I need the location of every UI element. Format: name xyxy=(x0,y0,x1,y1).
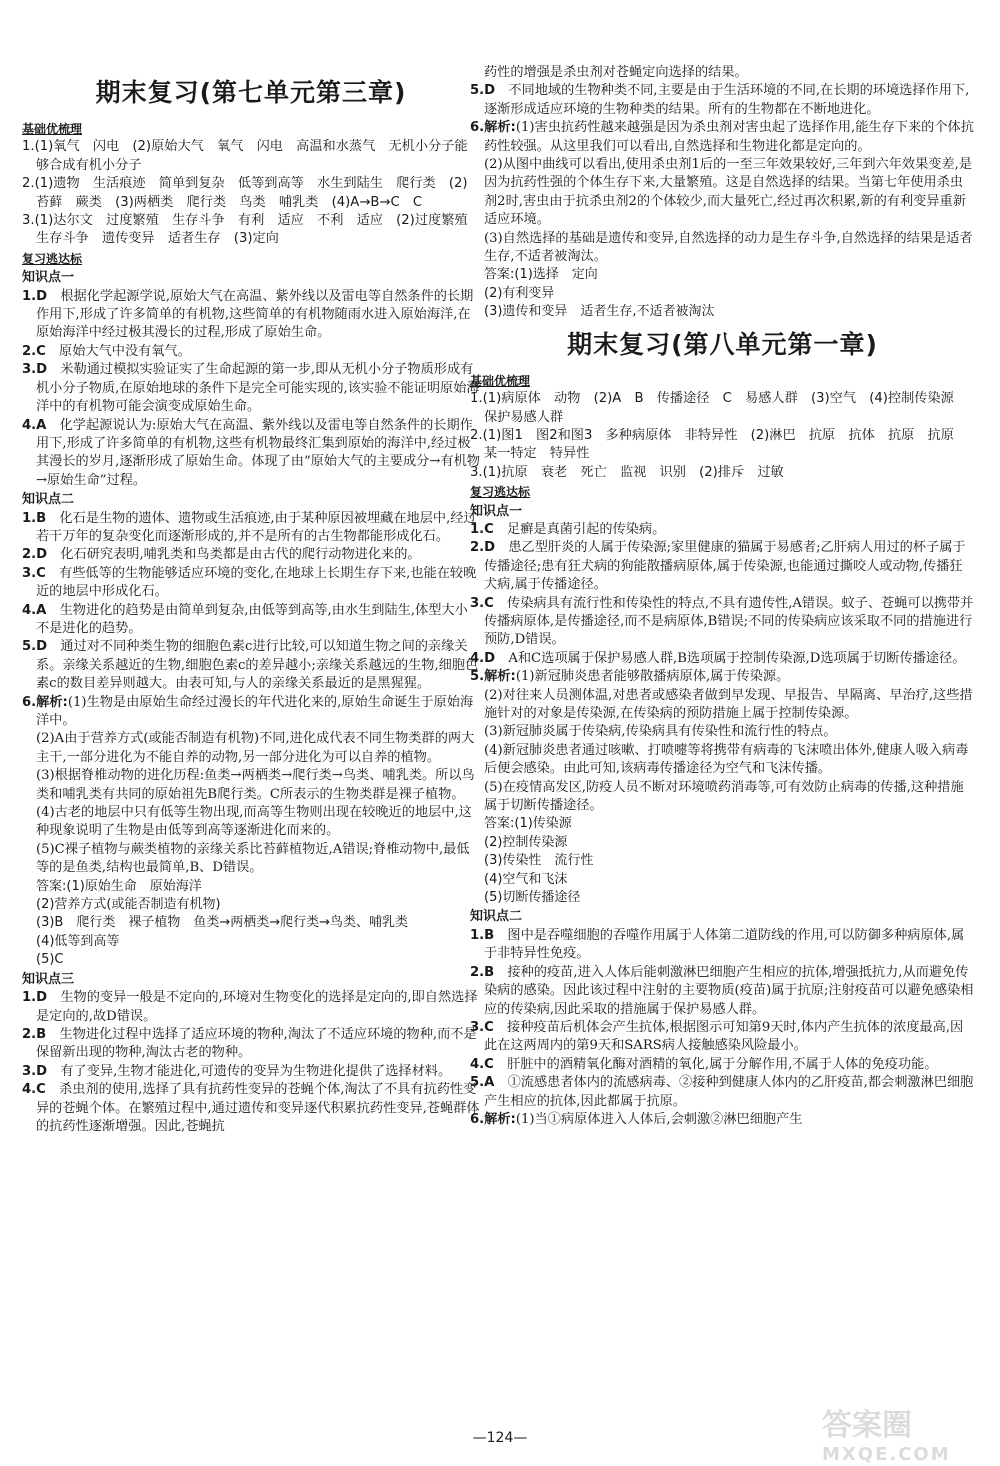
basic-item: 2.(1)图1 图2和图3 多种病原体 非特异性 (2)淋巴 抗原 抗体 抗原 抗原 某一特定 特异性 xyxy=(470,427,968,462)
analysis-part: (5)在疫情高发区,防疫人员不断对环境喷药消毒等,可有效防止病毒的传播,这种措施属于切断传播途径。 xyxy=(484,779,964,814)
answer-item: 5.D 通过对不同种类生物的细胞色素c进行比较,可以知道生物之间的亲缘关系。亲缘关系越近的生物,细胞色素c的差异越小;亲缘关系越远的生物,细胞色素c的数目差异则越大。由表可知,与人的亲缘关系最近的是黑猩猩。 xyxy=(22,639,479,692)
analysis-part: (2)从图中曲线可以看出,使用杀虫剂1后的一至三年效果较好,三年到六年效果变差,是因为抗药性强的个体生存下来,大量繁殖。这是自然选择的结果。当第七年使用杀虫剂2时,害虫由于抗杀虫剂2的个体较少,而大量死亡,经过再次积累,新的有利变异重新适应环境。 xyxy=(484,157,973,228)
knowledge-point-heading: 知识点一 xyxy=(470,503,523,519)
answer-item: 3.C 有些低等的生物能够适应环境的变化,在地球上长期生存下来,也能在较晚近的地层中形成化石。 xyxy=(22,565,477,600)
knowledge-point-heading: 知识点二 xyxy=(22,492,75,508)
answer-part: (2)控制传染源 xyxy=(484,834,568,850)
answer-part: (5)切断传播途径 xyxy=(484,890,581,906)
right-column xyxy=(470,64,975,1129)
basic-item: 3.(1)抗原 衰老 死亡 监视 识别 (2)排斥 过敏 xyxy=(470,464,784,480)
section-title-unit8-ch1: 期末复习(第八单元第一章) xyxy=(567,329,878,359)
page-number: —124— xyxy=(472,1430,528,1446)
analysis-part: (3)根据脊椎动物的进化历程:鱼类→两栖类→爬行类→鸟类、哺乳类。所以鸟类和哺乳类有共同的原始祖先B爬行类。C所表示的生物类群是裸子植物。 xyxy=(36,768,475,802)
answer-item: 1.D 根据化学起源学说,原始大气在高温、紫外线以及雷电等自然条件的长期作用下,形成了许多简单的有机物,这些简单的有机物随雨水进入原始海洋,在原始海洋中经过极其漫长的过程,形成了原始生命。 xyxy=(22,288,474,341)
answer-line: 答案:(1)传染源 xyxy=(484,816,572,832)
answer-item: 3.C 接种疫苗后机体会产生抗体,根据图示可知第9天时,体内产生抗体的浓度最高,因此在这两周内的第9天和SARS病人接触感染风险最小。 xyxy=(470,1019,964,1054)
answer-item: 5.D 不同地域的生物种类不同,主要是由于生活环境的不同,在长期的环境选择作用下,逐渐形成适应环境的生物种类的结果。所有的生物都在不断地进化。 xyxy=(470,83,970,117)
answer-part: (2)有利变异 xyxy=(484,285,555,301)
answer-item: 6.解析:(1)害虫抗药性越来越强是因为杀虫剂对害虫起了选择作用,能生存下来的个体抗药性较强。从这里我们可以看出,自然选择和生物进化都是定向的。 xyxy=(470,120,974,154)
answer-part: (3)传染性 流行性 xyxy=(484,853,594,869)
knowledge-point-heading: 知识点二 xyxy=(470,909,523,925)
answer-item: 2.D 化石研究表明,哺乳类和鸟类都是由古代的爬行动物进化来的。 xyxy=(22,547,421,563)
answer-line: 答案:(1)原始生命 原始海洋 xyxy=(36,878,202,894)
answer-item: 6.解析:(1)生物是由原始生命经过漫长的年代进化来的,原始生命诞生于原始海洋中。 xyxy=(22,694,474,728)
answer-item: 2.B 接种的疫苗,进入人体后能刺激淋巴细胞产生相应的抗体,增强抵抗力,从而避免传染病的感染。因此该过程中注射的主要物质(疫苗)属于抗原;注射疫苗可以避免感染相应的传染病,因此采取的措施属于保护易感人群。 xyxy=(470,964,974,1017)
basic-heading: 基础优梳理 xyxy=(470,373,531,388)
watermark-logo xyxy=(822,1400,992,1465)
continued-text: 药性的增强是杀虫剂对苍蝇定向选择的结果。 xyxy=(484,65,748,80)
answer-item: 3.C 传染病具有流行性和传染性的特点,不具有遗传性,A错误。蚊子、苍蝇可以携带并传播病原体,是传播途径,而不是病原体,B错误;不同的传染病应该采取不同的措施进行预防,D错误。 xyxy=(470,595,974,648)
watermark-domain: MXQE.COM xyxy=(822,1444,951,1465)
answer-item: 1.C 足癣是真菌引起的传染病。 xyxy=(470,521,666,537)
analysis-part: (2)对往来人员测体温,对患者或感染者做到早发现、早报告、早隔离、早治疗,这些措施针对的对象是传染源,在传染病的预防措施上属于控制传染源。 xyxy=(484,687,973,721)
analysis-part: (3)自然选择的基础是遗传和变异,自然选择的动力是生存斗争,自然选择的结果是适者生存,不适者被淘汰。 xyxy=(484,230,973,265)
answer-item: 6.解析:(1)当①病原体进入人体后,会刺激②淋巴细胞产生 xyxy=(470,1111,803,1127)
left-column xyxy=(22,70,480,1136)
answer-item: 4.C 杀虫剂的使用,选择了具有抗药性变异的苍蝇个体,淘汰了不具有抗药性变异的苍蝇个体。在繁殖过程中,通过遗传和变异逐代积累抗药性变异,苍蝇群体的抗药性逐渐增强。因此,苍蝇抗 xyxy=(22,1082,480,1134)
answer-item: 5.A ①流感患者体内的流感病毒、②接种到健康人体内的乙肝疫苗,都会刺激淋巴细胞产生相应的抗体,因此都属于抗原。 xyxy=(470,1075,974,1109)
analysis-part: (5)C裸子植物与蕨类植物的亲缘关系比苔藓植物近,A错误;脊椎动物中,最低等的是鱼类,结构也最简单,B、D错误。 xyxy=(36,841,470,876)
analysis-part: (4)新冠肺炎患者通过咳嗽、打喷嚏等将携带有病毒的飞沫喷出体外,健康人吸入病毒后便会感染。由此可知,该病毒传播途径为空气和飞沫传播。 xyxy=(484,742,969,777)
answer-item: 3.D 米勒通过模拟实验证实了生命起源的第一步,即从无机小分子物质形成有机小分子物质,在原始地球的条件下是完全可能实现的,该实验不能证明原始海洋中的有机物可能会演变成原始生命。 xyxy=(22,362,480,415)
answer-item: 2.D 患乙型肝炎的人属于传染源;家里健康的猫属于易感者;乙肝病人用过的杯子属于传播途径;患有狂犬病的狗能散播病原体,属于传染源,也能通过撕咬人或动物,传播狂犬病,属于传播途径。 xyxy=(470,540,966,593)
knowledge-point-heading: 知识点一 xyxy=(22,270,75,286)
answer-part: (4)空气和飞沫 xyxy=(484,871,568,887)
answer-part: (4)低等到高等 xyxy=(36,933,120,949)
answer-part: (5)C xyxy=(36,952,64,968)
basic-item: 2.(1)遗物 生活痕迹 简单到复杂 低等到高等 水生到陆生 爬行类 (2)苔藓 蕨类 (3)两栖类 爬行类 鸟类 哺乳类 (4)A→B→C C xyxy=(22,176,468,210)
answer-item: 2.B 生物进化过程中选择了适应环境的物种,淘汰了不适应环境的物种,而不是保留新出现的物种,淘汰古老的物种。 xyxy=(22,1026,477,1061)
basic-item: 3.(1)达尔文 过度繁殖 生存斗争 有利 适应 不利 适应 (2)过度繁殖 生存斗争 遗传变异 适者生存 (3)定向 xyxy=(22,213,481,247)
analysis-part: (3)新冠肺炎属于传染病,传染病具有传染性和流行性的特点。 xyxy=(484,724,837,740)
answer-item: 4.D A和C选项属于保护易感人群,B选项属于控制传染源,D选项属于切断传播途径。 xyxy=(470,650,966,666)
answer-item: 4.C 肝脏中的酒精氧化酶对酒精的氧化,属于分解作用,不属于人体的免疫功能。 xyxy=(470,1056,938,1072)
answer-part: (3)B 爬行类 裸子植物 鱼类→两栖类→爬行类→鸟类、哺乳类 xyxy=(36,915,409,931)
analysis-part: (4)古老的地层中只有低等生物出现,而高等生物则出现在较晚近的地层中,这种现象说明了生物是由低等到高等逐渐进化而来的。 xyxy=(36,805,472,839)
review-heading: 复习逃达标 xyxy=(470,485,531,500)
answer-item: 2.C 原始大气中没有氧气。 xyxy=(22,343,191,359)
answer-item: 1.D 生物的变异一般是不定向的,环境对生物变化的选择是定向的,即自然选择是定向的,故D错误。 xyxy=(22,990,478,1024)
watermark-text: 答案圈 xyxy=(822,1408,912,1443)
answer-item: 4.A 生物进化的趋势是由简单到复杂,由低等到高等,由水生到陆生,体型大小不是进化的趋势。 xyxy=(22,602,468,636)
analysis-part: (2)A由于营养方式(或能否制造有机物)不同,进化成代表不同生物类群的两大主干,一部分进化为不能自养的动物,另一部分进化为可以自养的植物。 xyxy=(36,731,475,765)
answer-item: 5.解析:(1)新冠肺炎患者能够散播病原体,属于传染源。 xyxy=(470,669,790,685)
basic-item: 1.(1)氧气 闪电 (2)原始大气 氧气 闪电 高温和水蒸气 无机小分子能够合成有机小分子 xyxy=(22,139,468,173)
answer-item: 3.D 有了变异,生物才能进化,可遗传的变异为生物进化提供了选择材料。 xyxy=(22,1063,452,1079)
basic-item: 1.(1)病原体 动物 (2)A B 传播途径 C 易感人群 (3)空气 (4)控制传染源 保护易感人群 xyxy=(470,391,968,425)
review-heading: 复习逃达标 xyxy=(22,251,83,266)
answer-item: 4.A 化学起源说认为:原始大气在高温、紫外线以及雷电等自然条件的长期作用下,形成了许多简单的有机物,这些有机物最终汇集到原始的海洋中,经过极其漫长的岁月,逐渐形成了原始生命。体现了由“原始大气的主要成分→有机物→原始生命”过程。 xyxy=(22,417,480,488)
section-title-unit7-ch3: 期末复习(第七单元第三章) xyxy=(95,78,407,107)
answer-part: (3)遗传和变异 适者生存,不适者被淘汰 xyxy=(484,304,715,320)
knowledge-point-heading: 知识点三 xyxy=(22,971,75,987)
answer-item: 1.B 化石是生物的遗体、遗物或生活痕迹,由于某种原因被埋藏在地层中,经过若干万年的复杂变化而逐渐形成的,并不是所有的古生物都能形成化石。 xyxy=(22,510,477,544)
answer-part: (2)营养方式(或能否制造有机物) xyxy=(36,897,221,913)
basic-heading: 基础优梳理 xyxy=(22,122,83,136)
answer-line: 答案:(1)选择 定向 xyxy=(484,267,598,283)
answer-item: 1.B 图中是吞噬细胞的吞噬作用属于人体第二道防线的作用,可以防御多种病原体,属于非特异性免疫。 xyxy=(470,927,965,962)
